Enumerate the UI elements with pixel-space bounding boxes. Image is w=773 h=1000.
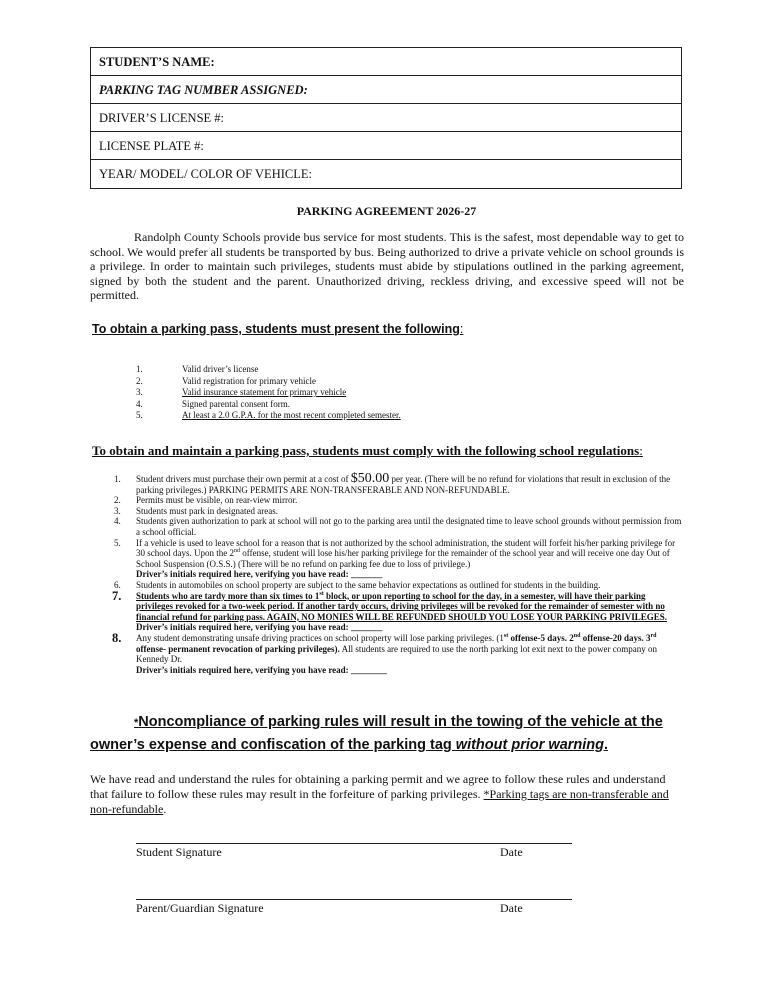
- list-item: [112, 630, 684, 675]
- item-text: Valid registration for primary vehicle: [182, 375, 316, 386]
- agreement-text: We have read and understand the rules for obtaining a parking permit and we agree to follow these rules and understand that failure to follow these rules may result in the forfeiture of parking privileges.: [90, 772, 666, 801]
- item-text: All students are required to use the north parking lot exit next to the power company on Kennedy Dr.: [136, 643, 657, 665]
- list-item: [136, 410, 556, 422]
- list-item: [136, 399, 556, 411]
- item-text: At least a 2.0 G.P.A. for the most recent completed semester.: [182, 410, 401, 421]
- item-number: 6.: [114, 579, 121, 590]
- drivers-license-field[interactable]: DRIVER’S LICENSE #:: [91, 104, 681, 132]
- list-item: [112, 538, 684, 580]
- requirements-list: [136, 364, 556, 422]
- item-number: 1.: [136, 364, 143, 374]
- heading-text: To obtain and maintain a parking pass, students must comply with the following school regulations: [92, 443, 640, 458]
- parent-signature-line[interactable]: [136, 899, 572, 900]
- agreement-paragraph: [90, 772, 684, 817]
- item-number: 5.: [114, 537, 121, 548]
- item-number: 5.: [136, 410, 143, 421]
- superscript: st: [503, 632, 509, 639]
- list-item: [112, 580, 684, 591]
- heading-colon: :: [639, 443, 643, 458]
- student-info-box: [90, 47, 682, 189]
- item-text: block, or upon reporting to school for the day, in a semester, will have their parking privileges revoked for a two-week period. If another tardy occurs, driving privileges will be revoked for the remainder of semester with no financial refund for parking pass. AGAIN, NO MONIES WILL BE REFUNDED SHOULD YOU LOSE YOUR PARKING PRIVILEGES.: [136, 590, 668, 622]
- license-plate-field[interactable]: LICENSE PLATE #:: [91, 132, 681, 160]
- item-number: 4.: [114, 516, 121, 527]
- item-text: Permits must be visible, on rear-view mirror.: [136, 495, 298, 506]
- list-item: [136, 376, 556, 388]
- initials-line[interactable]: Driver’s initials required here, verifying you have read: ________: [136, 664, 387, 675]
- agreement-note: *Parking tags are non-transferable and non-refundable: [90, 787, 669, 816]
- section-regulations-heading: [92, 443, 643, 459]
- intro-paragraph: Randolph County Schools provide bus service for most students. This is the safest, most dependable way to get to school. We would prefer all students be transported by bus. Being authorized to drive a private vehicle on school grounds is a privilege. In order to maintain such privileges, students must abide by stipulations outlined in the parking agreement, signed by both the student and the parent. Unauthorized driving, reckless driving, and excessive speed will not be permitted.: [90, 230, 684, 303]
- item-text: Students in automobiles on school property are subject to the same behavior expectations as outlined for students in the building.: [136, 579, 601, 590]
- item-number: 1.: [114, 474, 121, 484]
- regulations-list: [112, 471, 684, 675]
- agreement-text: .: [163, 802, 167, 816]
- parent-signature-label: Parent/Guardian Signature: [136, 901, 264, 915]
- item-text: offense- permanent revocation of parking privileges).: [136, 643, 340, 654]
- superscript: nd: [234, 548, 240, 555]
- initials-line[interactable]: Driver’s initials required here, verifying you have read: _______: [136, 569, 383, 580]
- superscript: nd: [573, 632, 581, 639]
- tardy-rule: [136, 591, 667, 622]
- permit-price: $50.00: [350, 471, 390, 486]
- warning-emphasis: without prior warning: [455, 737, 605, 753]
- student-name-field[interactable]: STUDENT’S NAME:: [91, 48, 681, 76]
- student-date-label: Date: [500, 845, 523, 859]
- list-item: [112, 506, 684, 517]
- heading-text: To obtain a parking pass, students must present the following: [92, 322, 460, 336]
- item-text: Students who are tardy more than six times to 1: [136, 590, 320, 601]
- superscript: rd: [650, 632, 657, 639]
- student-signature-line[interactable]: [136, 843, 572, 844]
- section-requirements-heading: [92, 322, 463, 336]
- item-text: Students given authorization to park at school will not go to the parking area until the designated time to leave school grounds without permission from a school official.: [136, 516, 682, 537]
- list-item: [112, 516, 684, 537]
- item-number: 3.: [114, 505, 121, 516]
- superscript: st: [319, 590, 324, 597]
- item-text: Valid driver’s license: [182, 364, 259, 374]
- warning-text: .: [604, 737, 609, 753]
- vehicle-field[interactable]: YEAR/ MODEL/ COLOR OF VEHICLE:: [99, 167, 312, 181]
- initials-line[interactable]: Driver’s initials required here, verifying you have read: _______: [136, 622, 383, 633]
- list-item: [112, 588, 684, 633]
- list-item: [112, 471, 684, 495]
- item-text: If a vehicle is used to leave school for a reason that is not authorized by the school administration, the student will forfeit his/her parking privilege for 30 school days. Upon the 2: [136, 537, 676, 559]
- item-text: Signed parental consent form.: [182, 398, 290, 409]
- item-number: 2.: [114, 495, 121, 506]
- list-item: [136, 364, 556, 376]
- item-number: 4.: [136, 398, 143, 409]
- asterisk: *: [134, 717, 139, 729]
- page-title: PARKING AGREEMENT 2026-27: [296, 204, 477, 218]
- item-text: offense, student will lose his/her parking privilege for the remainder of the school year and will receive one day Out of School Suspension (O.S.S.) (There will be no refund on parking fee due to loss of privilege.): [136, 548, 670, 569]
- item-number: 3.: [136, 387, 143, 398]
- list-item: [112, 495, 684, 506]
- towing-warning-line1: [90, 714, 734, 730]
- warning-text: Noncompliance of parking rules will result in the towing of the vehicle at the: [138, 714, 663, 730]
- item-text: Any student demonstrating unsafe driving practices on school property will lose parking privileges. (1: [136, 632, 504, 643]
- parent-date-label: Date: [500, 901, 523, 915]
- item-text: offense-5 days. 2: [508, 632, 574, 643]
- item-number: 8.: [112, 630, 122, 645]
- item-number: 2.: [136, 375, 143, 386]
- warning-text: owner’s expense and confiscation of the parking tag: [90, 737, 456, 753]
- list-item: [136, 387, 556, 399]
- item-text: Student drivers must purchase their own permit at a cost of: [136, 474, 351, 484]
- item-text: offense-20 days. 3: [580, 632, 651, 643]
- student-signature-label: Student Signature: [136, 845, 222, 859]
- parking-tag-field[interactable]: PARKING TAG NUMBER ASSIGNED:: [91, 76, 681, 104]
- item-text: per year. (There will be no refund for violations that result in exclusion of the parking privileges.) PARKING PERMITS ARE NON-TRANSFERABLE AND NON-REFUNDABLE.: [136, 474, 671, 495]
- item-number: 7.: [112, 588, 122, 603]
- towing-warning-line2: [90, 737, 690, 753]
- item-text: Students must park in designated areas.: [136, 505, 278, 516]
- item-text: Valid insurance statement for primary vehicle: [182, 387, 347, 398]
- heading-colon: :: [459, 322, 464, 336]
